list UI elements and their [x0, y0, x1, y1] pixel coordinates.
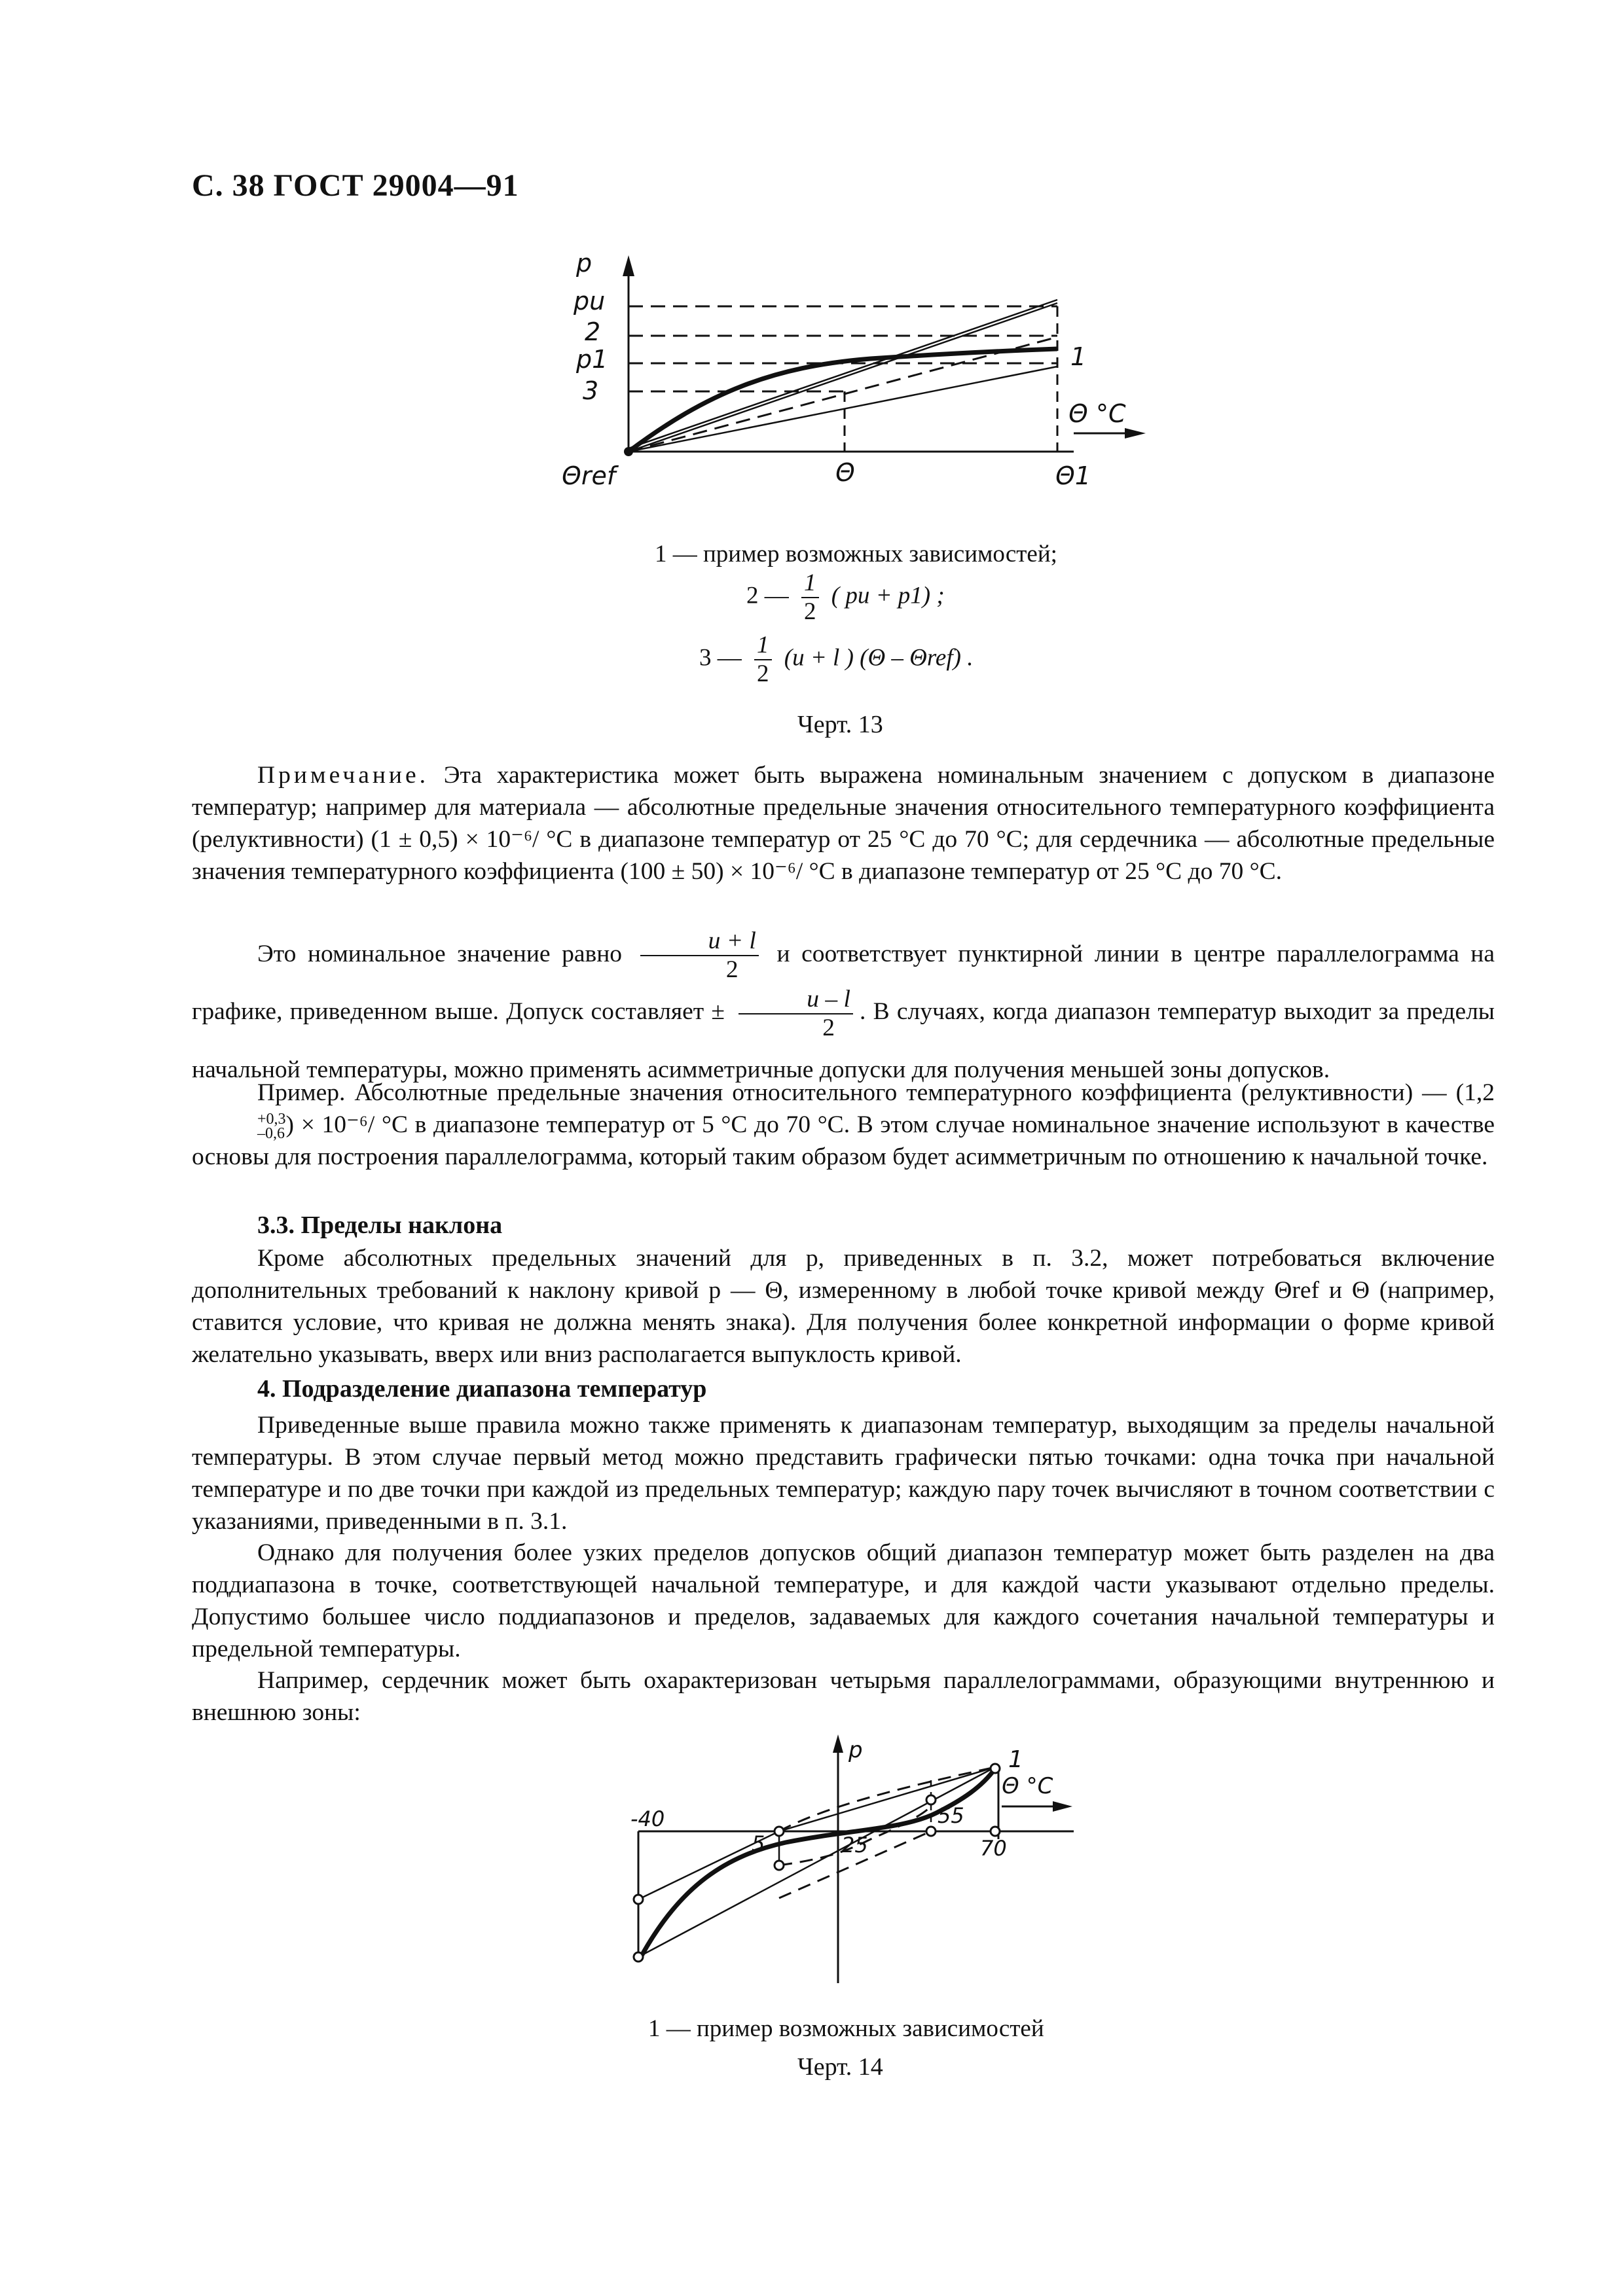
label-p: p [576, 249, 593, 278]
label-pu: pu [574, 287, 606, 315]
section-4-paragraph-b: Однако для получения более узких пределов допусков общий диапазон температур может быть разделен на два поддиапазона в точке, соответствующей начальной температуре, и для каждой части указывают отдельно пределы. Допустимо большее число поддиапазонов и пределов, задаваемых для каждого сочетания начальной температуры и предельной температуры. [192, 1539, 1495, 1662]
outer-lower-line [638, 1767, 995, 1957]
x-axis-arrow [1053, 1801, 1072, 1812]
point-m40-lower [634, 1952, 643, 1962]
label-55: 55 [938, 1803, 964, 1828]
y-axis-arrow [623, 255, 634, 276]
fig14-legend: 1 — пример возможных зависимостей [648, 2015, 1044, 2042]
p-axis-arrow [833, 1734, 843, 1753]
section-3-3-paragraph: Кроме абсолютных предельных значений для p, приведенных в п. 3.2, может потребоваться включение дополнительных требований к наклону кривой p — Θ, измеренному в любой точке кривой между Θref и Θ (например, ставится условие, что кривая не должна менять знака). Для получения более конкретной информации о форме кривой желательно указывать, вверх или вниз располагается выпуклость кривой. [192, 1245, 1495, 1368]
label-m40: -40 [630, 1806, 665, 1831]
note-paragraph: Примечание. Эта характеристика может быть выражена номинальным значением с допуском в диапазоне температур; например для материала — абсолютные предельные значения относительного температурного коэффициента (релуктивности) (1 ± 0,5) × 10⁻⁶/ °C в диапазоне температур от 25 °C до 70 °C; для сердечника — абсолютные предельные значения температурного коэффициента (100 ± 50) × 10⁻⁶/ °C в диапазоне температур от 25 °C до 70 °C. [192, 762, 1495, 885]
label-theta-ref: Θref [562, 461, 616, 490]
label-theta-c: Θ °C [1002, 1773, 1053, 1799]
section-4-paragraph-a: Приведенные выше правила можно также применять к диапазонам температур, выходящим за пределы начальной температуры. В этом случае первый метод можно представить графически пятью точками: одна точка при начальной температуре и по две точки при каждой из предельных температур; каждую пару точек вычисляют в точном соответствии с указаниями, приведенными в п. 3.1. [192, 1412, 1495, 1535]
label-theta: Θ [835, 458, 855, 487]
label-p1: p1 [576, 345, 608, 374]
point-70-lower [991, 1827, 1000, 1836]
upper-offset-line [629, 300, 1057, 448]
label-70: 70 [980, 1836, 1007, 1861]
label-5: 5 [752, 1831, 765, 1856]
fig13-legend-2: 2 — $\frac{1}{2}$ ( pu + p1) ; [746, 569, 945, 625]
upper-parallelogram-line [629, 303, 1057, 452]
example-curve-1 [629, 349, 1057, 452]
nominal-paragraph: Это номинальное значение равно $\frac{u + l}{2}$ и соответствует пунктирной линии в центре параллелограмма на графике, приведенном выше. Допуск составляет ± $\frac{u - l}{2}$ . В случаях, когда диапазон температур выходит за пределы начальной температуры, можно применять асимметричные допуски для получения меньшей зоны допусков. [192, 927, 1495, 1083]
fig14-caption: Черт. 14 [797, 2053, 883, 2081]
point-m40-upper [634, 1895, 643, 1904]
origin-dot [624, 447, 633, 456]
fig13-legend-1: 1 — пример возможных зависимостей; [655, 541, 1057, 567]
section-4-paragraph-c: Например, сердечник может быть охарактеризован четырьмя параллелограммами, образующими внутреннюю и внешнюю зоны: [192, 1667, 1495, 1726]
label-3: 3 [583, 376, 599, 405]
label-theta-c: Θ °C [1068, 399, 1126, 428]
point-70-upper [991, 1764, 1000, 1773]
point-55-lower [926, 1827, 936, 1836]
center-dashed-line [629, 337, 1057, 452]
point-55-upper [926, 1795, 936, 1804]
figure-13-diagram [550, 242, 1152, 504]
point-5-upper [775, 1827, 784, 1836]
section-4-heading: 4. Подразделение диапазона температур [257, 1375, 707, 1403]
fig13-caption: Черт. 13 [797, 711, 883, 738]
label-curve-1: 1 [1070, 342, 1087, 371]
section-3-3-heading: 3.3. Пределы наклона [257, 1211, 503, 1239]
point-5-lower [775, 1861, 784, 1870]
label-25: 25 [841, 1833, 868, 1857]
page-title: С. 38 ГОСТ 29004—91 [192, 168, 519, 203]
label-curve-1: 1 [1008, 1746, 1023, 1773]
label-2: 2 [585, 317, 601, 346]
example-paragraph: Пример. Абсолютные предельные значения относительного температурного коэффициента (релуктивности) — (1,2 +0,3 –0,6 ) × 10⁻⁶/ °C в диапазоне температур от 5 °C до 70 °C. В этом случае номинальное значение используют в качестве основы для построения параллелограмма, который таким образом будет асимметричным по отношению к начальной точке. [192, 1079, 1495, 1171]
figure-14-diagram [622, 1715, 1080, 2009]
x-axis-arrow [1125, 428, 1146, 439]
label-theta1: Θ1 [1055, 461, 1091, 490]
fig13-legend-3: 3 — $\frac{1}{2}$ (u + l ) (Θ – Θref) . [699, 632, 974, 687]
label-p: p [848, 1737, 863, 1763]
